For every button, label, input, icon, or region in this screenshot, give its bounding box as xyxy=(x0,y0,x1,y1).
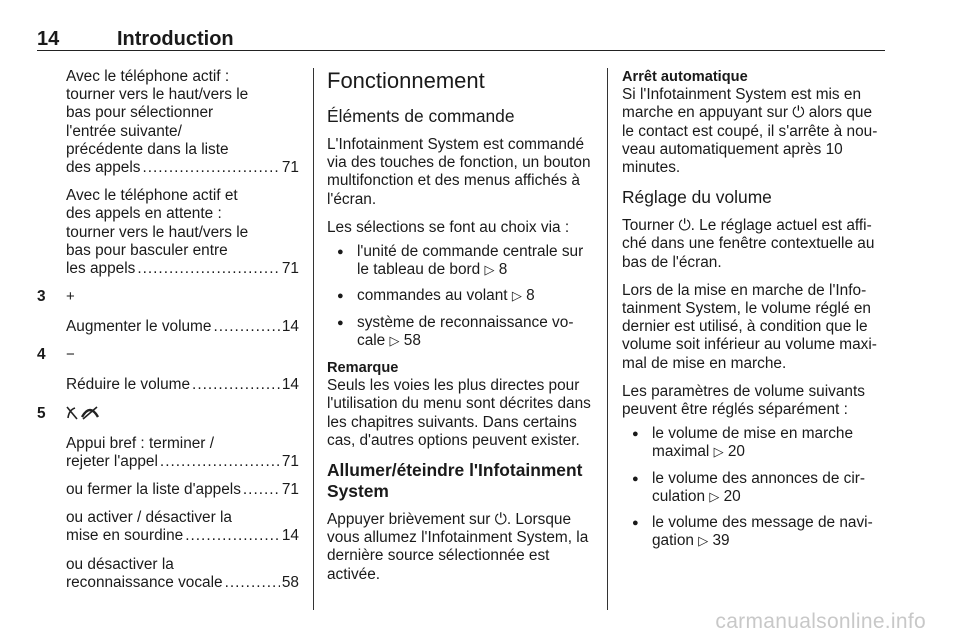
item-5 xyxy=(37,405,299,423)
volume-paragraph-1: Tourner ⏻. Le réglage actuel est affiché dans une fenêtre contextuelle au bas de l'écran. xyxy=(622,217,875,271)
list-item-text: commandes au volant xyxy=(357,287,508,305)
watermark: carmanualsonline.info xyxy=(715,610,926,633)
page-ref-arrow-icon: ▷ xyxy=(484,262,495,278)
list-item xyxy=(622,514,887,550)
minus-icon: − xyxy=(66,346,75,364)
list-item xyxy=(327,287,592,305)
middle-column xyxy=(327,68,592,594)
list-item xyxy=(327,243,592,279)
page-ref[interactable]: 20 xyxy=(727,443,745,461)
page-ref-arrow-icon: ▷ xyxy=(709,488,720,504)
plus-icon: + xyxy=(66,288,75,306)
item-4-desc xyxy=(37,376,299,394)
toc-page-ref[interactable]: 14 xyxy=(281,527,299,545)
page-ref-arrow-icon: ▷ xyxy=(511,288,522,304)
left-column xyxy=(37,68,299,592)
text-line: ou activer / désactiver la xyxy=(66,509,232,527)
volume-paragraph-2: Lors de la mise en marche de l'Infotainment System, le volume réglé en dernier est utilisé, à condition que le volume soit inférieur au volume maximal de mise en marche. xyxy=(622,281,877,372)
page-number: 14 xyxy=(37,28,60,50)
note-label: Remarque xyxy=(327,360,399,377)
text-line: Avec le téléphone actif : xyxy=(66,68,230,85)
page-ref[interactable]: 20 xyxy=(723,487,741,505)
volume-settings-list xyxy=(622,425,887,550)
right-column xyxy=(622,68,887,559)
page-ref[interactable]: 39 xyxy=(712,532,730,550)
toc-text: ou fermer la liste d'appels xyxy=(66,481,241,499)
toc-entry-switch-calls[interactable] xyxy=(66,260,299,278)
toc-entry-end-call[interactable] xyxy=(66,453,299,471)
toc-page-ref[interactable]: 71 xyxy=(281,481,299,499)
toc-page-ref[interactable]: 71 xyxy=(281,260,299,278)
toc-text: les appels xyxy=(66,260,136,278)
list-item xyxy=(622,470,887,506)
phone-waiting-block xyxy=(37,187,299,278)
auto-off-label: Arrêt automatique xyxy=(622,69,748,85)
power-paragraph: Appuyer brièvement sur ⏻. Lorsque vous allumez l'Infotainment System, la dernière source sélectionnée est activée. xyxy=(327,511,589,583)
text-line: Avec le téléphone actif et xyxy=(66,187,238,205)
control-list xyxy=(327,243,592,350)
item-4 xyxy=(37,346,299,364)
text-line: tourner vers le haut/vers le xyxy=(66,86,249,104)
item-3 xyxy=(37,288,299,306)
text-line: l'entrée suivante/ xyxy=(66,122,182,140)
page-ref[interactable]: 58 xyxy=(403,331,421,349)
toc-entry-mute[interactable] xyxy=(66,527,299,545)
list-item-text: système de reconnaissance vocale xyxy=(357,313,574,349)
text-line: bas pour basculer entre xyxy=(66,241,228,259)
list-item-text: le volume des message de navigation xyxy=(652,514,873,550)
text-line: tourner vers le haut/vers le xyxy=(66,223,249,241)
auto-off-text: Si l'Infotainment System est mis en marche en appuyant sur ⏻ alors que le contact est coupé, il s'arrête à nouveau automatiquement après 10 minutes. xyxy=(622,86,878,177)
text-line: Appui bref : terminer / xyxy=(66,434,214,452)
toc-page-ref[interactable]: 14 xyxy=(281,318,299,336)
chapter-title: Introduction xyxy=(117,28,234,50)
item-number: 5 xyxy=(37,404,46,422)
list-item-text: le volume des annonces de circulation xyxy=(652,469,866,505)
toc-text: reconnaissance vocale xyxy=(66,573,223,591)
toc-page-ref[interactable]: 71 xyxy=(281,159,299,177)
item-number: 3 xyxy=(37,288,46,306)
toc-text: Réduire le volume xyxy=(66,376,191,394)
page-ref-arrow-icon: ▷ xyxy=(698,533,709,549)
subsection-heading-volume: Réglage du volume xyxy=(622,187,772,208)
subsection-heading-elements: Éléments de commande xyxy=(327,106,515,126)
toc-text: mise en sourdine xyxy=(66,527,184,545)
item-number: 4 xyxy=(37,346,46,364)
list-item xyxy=(327,314,592,350)
toc-entry-voice-recognition[interactable] xyxy=(66,574,299,592)
page-ref-arrow-icon: ▷ xyxy=(713,444,724,460)
note-text: Seuls les voies les plus directes pour l'utilisation du menu sont décrites dans les chapitres suivants. Dans certains cas, d'autres options peuvent exister. xyxy=(327,377,591,449)
page-header xyxy=(37,28,885,51)
text-line: ou désactiver la xyxy=(66,555,174,573)
page-ref[interactable]: 8 xyxy=(526,287,535,305)
toc-entry-volume-down[interactable] xyxy=(66,376,299,394)
list-item-text: l'unité de commande centrale sur le tableau de bord xyxy=(357,243,584,279)
list-item xyxy=(622,425,887,461)
toc-page-ref[interactable]: 71 xyxy=(281,452,299,470)
toc-entry-volume-up[interactable] xyxy=(66,318,299,336)
section-heading-fonctionnement: Fonctionnement xyxy=(327,68,485,93)
toc-text: des appels xyxy=(66,159,141,177)
column-divider-left xyxy=(313,68,314,610)
toc-text: Augmenter le volume xyxy=(66,318,212,336)
toc-entry-close-list[interactable] xyxy=(66,481,299,499)
phone-active-block xyxy=(37,68,299,177)
page-ref-arrow-icon: ▷ xyxy=(389,332,400,348)
item-5-desc xyxy=(37,435,299,592)
text-line: précédente dans la liste xyxy=(66,140,229,158)
page-ref[interactable]: 8 xyxy=(498,261,508,279)
toc-page-ref[interactable]: 14 xyxy=(281,376,299,394)
text-line: bas pour sélectionner xyxy=(66,104,214,122)
toc-page-ref[interactable]: 58 xyxy=(281,573,299,591)
volume-paragraph-3: Les paramètres de volume suivants peuvent être réglés séparément : xyxy=(622,382,865,419)
toc-entry-call-list[interactable] xyxy=(66,159,299,177)
list-item-text: le volume de mise en marche maximal xyxy=(652,425,854,461)
intro-paragraph: L'Infotainment System est commandé via des touches de fonction, un bouton multifonction et des menus affichés à l'écran. xyxy=(327,136,591,208)
text-line: des appels en attente : xyxy=(66,205,222,223)
column-divider-right xyxy=(607,68,608,610)
selection-paragraph: Les sélections se font au choix via : xyxy=(327,218,570,236)
item-3-desc xyxy=(37,318,299,336)
mute-voice-icon xyxy=(66,405,100,426)
toc-text: rejeter l'appel xyxy=(66,452,158,470)
subsection-heading-allumer: Allumer/éteindre l'Infotainment System xyxy=(327,460,583,502)
